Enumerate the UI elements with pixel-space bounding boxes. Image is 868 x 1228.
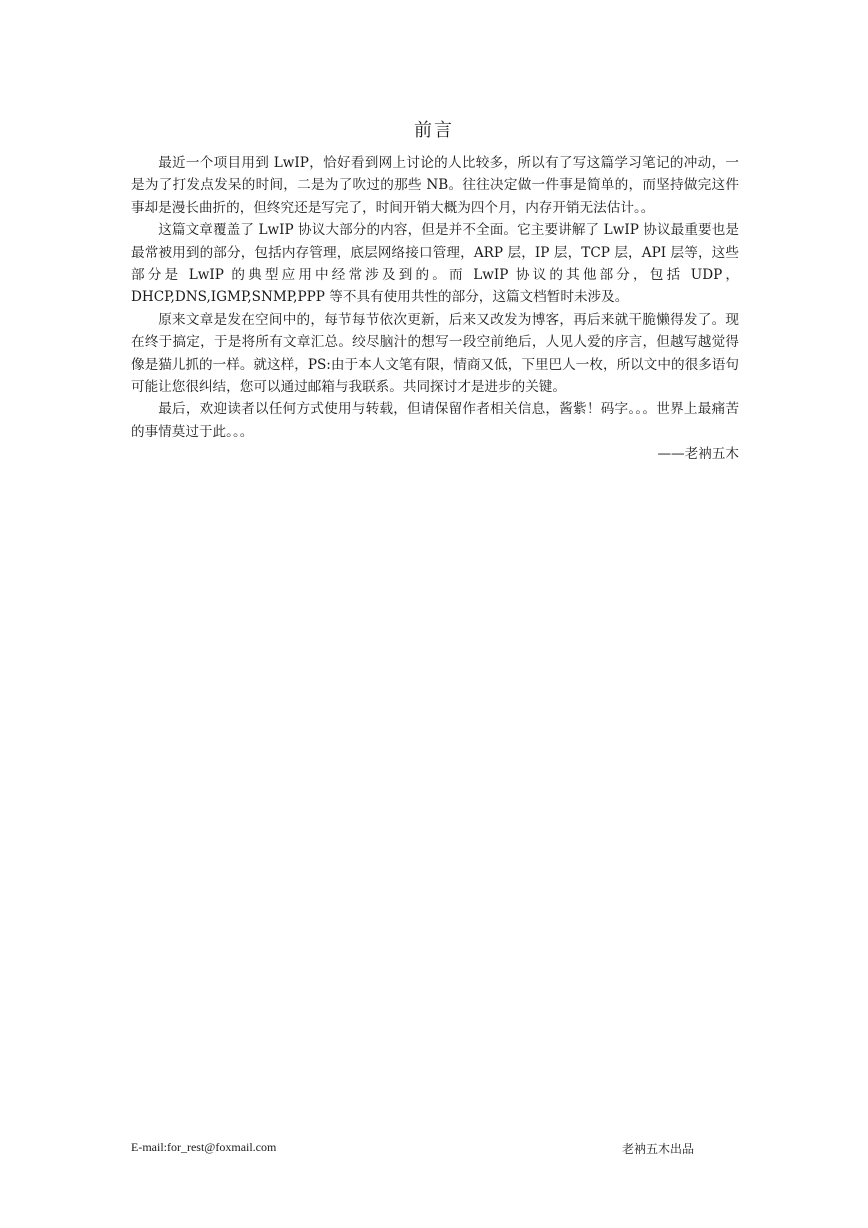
footer-producer: 老衲五木出品 xyxy=(622,1142,695,1156)
author-signature: ——老衲五木 xyxy=(657,446,739,463)
footer-email: E-mail:for_rest@foxmail.com xyxy=(131,1140,277,1154)
paragraph-3: 原来文章是发在空间中的，每节每节依次更新，后来又改发为博客，再后来就干脆懒得发了。现在终于搞定，于是将所有文章汇总。绞尽脑汁的想写一段空前绝后，人见人爱的序言，但越写越觉得像是猫儿抓的一样。就这样，PS:由于本人文笔有限，情商又低，下里巴人一枚，所以文中的很多语句可能让您很纠结，您可以通过邮箱与我联系。共同探讨才是进步的关键。 xyxy=(131,311,739,396)
preface-body xyxy=(131,152,739,466)
paragraph-2: 这篇文章覆盖了 LwIP 协议大部分的内容，但是并不全面。它主要讲解了 LwIP 协议最重要也是最常被用到的部分，包括内存管理，底层网络接口管理，ARP 层，IP 层，TCP 层，API 层等，这些部分是 LwIP 的典型应用中经常涉及到的。而 LwIP 协议的其他部分，包括 UDP，DHCP,DNS,IGMP,SNMP,PPP 等不具有使用共性的部分，这篇文档暂时未涉及。 xyxy=(131,222,739,306)
page-title: 前言 xyxy=(414,120,454,141)
paragraph-4: 最后，欢迎读者以任何方式使用与转载，但请保留作者相关信息，酱紫！码字。。。世界上最痛苦的事情莫过于此。。。 xyxy=(131,401,739,440)
paragraph-1: 最近一个项目用到 LwIP，恰好看到网上讨论的人比较多，所以有了写这篇学习笔记的冲动，一是为了打发点发呆的时间，二是为了吹过的那些 NB。往往决定做一件事是简单的，而坚持做完这件事却是漫长曲折的，但终究还是写完了，时间开销大概为四个月，内存开销无法估计。。 xyxy=(131,155,739,216)
